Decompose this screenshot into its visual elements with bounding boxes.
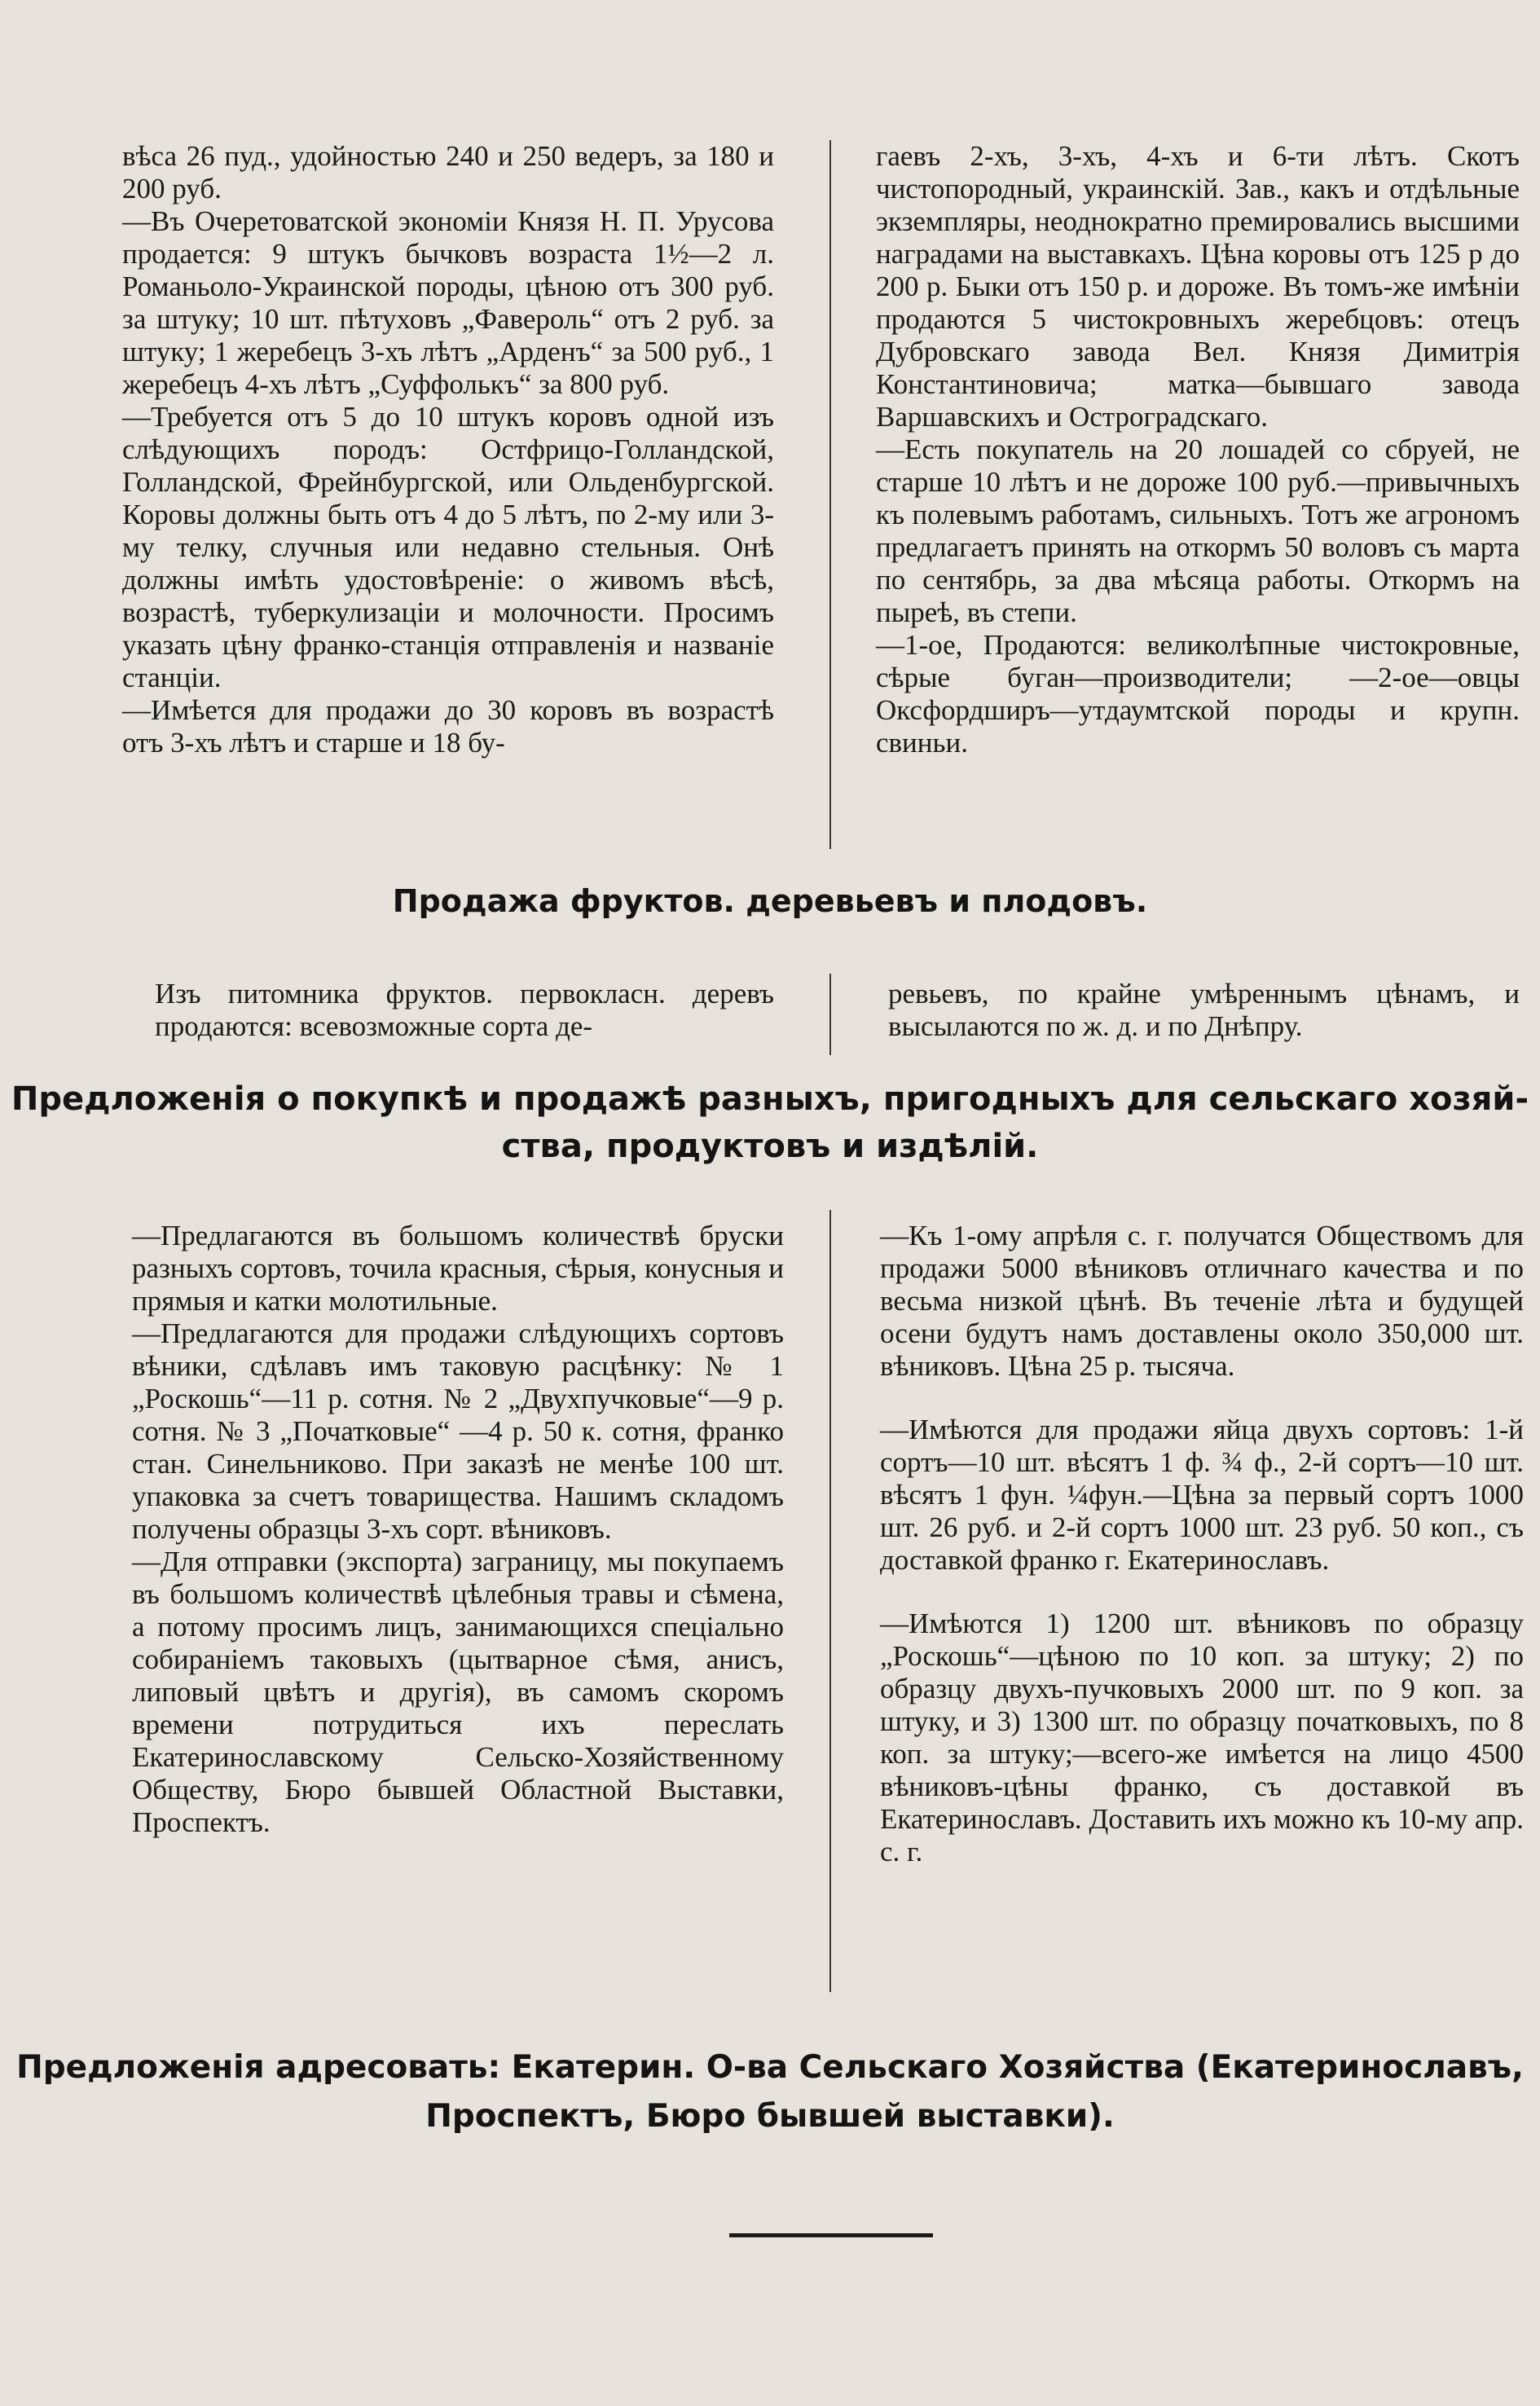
paragraph: Изъ питомника фруктов. первокласн. деревъ продаются: всевозможные сорта де- — [155, 978, 774, 1042]
paragraph: —Имѣются для продажи яйца двухъ сортовъ: 1-й сортъ—10 шт. вѣсятъ 1 ф. ¾ ф., 2-й сортъ—10 шт. вѣсятъ 1 фун. ¼фун.—Цѣна за первый сортъ 1000 шт. 26 руб. и 2-й сортъ 1000 шт. 23 руб. 50 коп., съ доставкой франко г. Екатеринославъ. — [880, 1414, 1524, 1576]
column-divider — [829, 140, 831, 849]
paragraph: —Къ 1-ому апрѣля с. г. получатся Обществомъ для продажи 5000 вѣниковъ отличнаго качества и по весьма низкой цѣнѣ. Въ теченіе лѣта и будущей осени будутъ намъ доставлены около 350,000 шт. вѣниковъ. Цѣна 25 р. тысяча. — [880, 1220, 1524, 1382]
section1-left-column — [122, 140, 774, 759]
heading-line: Продажа фруктов. деревьевъ и плодовъ. — [392, 883, 1148, 919]
paragraph: —Для отправки (экспорта) заграницу, мы покупаемъ въ большомъ количествѣ цѣлебныя травы и сѣмена, а потому просимъ лицъ, занимающихся спеціально собираніемъ таковыхъ (цытварное сѣмя, анисъ, липовый цвѣтъ и другія), въ самомъ скоромъ времени потрудиться ихъ переслать Екатеринославскому Сельско-Хозяйственному Обществу, Бюро бывшей Областной Выставки, Проспектъ. — [132, 1546, 784, 1838]
section1-right-column — [876, 140, 1520, 759]
paragraph: гаевъ 2-хъ, 3-хъ, 4-хъ и 6-ти лѣтъ. Скотъ чистопородный, украинскій. Зав., какъ и отдѣльные экземпляры, неоднократно премировались высшими наградами на выставкахъ. Цѣна коровы отъ 125 р до 200 р. Быки отъ 150 р. и дороже. Въ томъ-же имѣніи продаются 5 чистокровныхъ жеребцовъ: отецъ Дубровскаго завода Вел. Князя Димитрія Константиновича; матка—бывшаго завода Варшавскихъ и Остроградскаго. — [876, 140, 1520, 433]
paragraph: —1-ое, Продаются: великолѣпные чистокровные, сѣрые буган—производители; —2-ое—овцы Оксфордширъ—утдаумтской породы и крупн. свиньи. — [876, 629, 1520, 759]
paragraph: ревьевъ, по крайне умѣреннымъ цѣнамъ, и высылаются по ж. д. и по Днѣпру. — [888, 978, 1520, 1042]
section3-right-column — [880, 1220, 1524, 1868]
paragraph: —Имѣются 1) 1200 шт. вѣниковъ по образцу „Роскошь“—цѣною по 10 коп. за штуку; 2) по образцу двухъ-пучковыхъ 2000 шт. по 9 коп. за штуку, и 3) 1300 шт. по образцу початковыхъ, по 8 коп. за штуку;—всего-же имѣется на лицо 4500 вѣниковъ-цѣны франко, съ доставкой въ Екатеринославъ. Доставить ихъ можно къ 10-му апр. с. г. — [880, 1608, 1524, 1867]
section2-left-column — [155, 978, 774, 1043]
paragraph: —Предлагаются для продажи слѣдующихъ сортовъ вѣники, сдѣлавъ имъ таковую расцѣнку: № 1 „Роскошь“—11 р. сотня. № 2 „Двухпучковые“—9 р. сотня. № 3 „Початковые“ —4 р. 50 к. сотня, франко стан. Синельниково. При заказѣ не менѣе 100 шт. упаковка за счетъ товарищества. Нашимъ складомъ получены образцы 3-хъ сорт. вѣниковъ. — [132, 1317, 784, 1545]
paragraph: —Имѣется для продажи до 30 коровъ въ возрастѣ отъ 3-хъ лѣтъ и старше и 18 бу- — [122, 694, 774, 759]
paragraph: —Въ Очеретоватской экономіи Князя Н. П. Урусова продается: 9 штукъ бычковъ возраста 1½—2 л. Романьоло-Украинской породы, цѣною отъ 300 руб. за штуку; 10 шт. пѣтуховъ „Фавероль“ отъ 2 руб. за штуку; 1 жеребецъ 3-хъ лѣтъ „Арденъ“ за 500 руб., 1 жеребецъ 4-хъ лѣтъ „Суффолькъ“ за 800 руб. — [122, 205, 774, 400]
section-heading-offers — [0, 1075, 1540, 1170]
heading-line: Предложенія адресовать: Екатерин. О-ва Сельскаго Хозяйства (Екатеринославъ, — [16, 2049, 1524, 2086]
paragraph: вѣса 26 пуд., удойностью 240 и 250 ведеръ, за 180 и 200 руб. — [122, 140, 774, 205]
footer-heading — [0, 2043, 1540, 2141]
section-heading-fruits — [0, 882, 1540, 921]
heading-line: Предложенія о покупкѣ и продажѣ разныхъ, пригодныхъ для сельскаго хозяй- — [11, 1080, 1529, 1118]
column-divider — [829, 1210, 831, 1992]
section2-right-column — [888, 978, 1520, 1043]
end-rule — [729, 2233, 933, 2237]
paragraph: —Предлагаются въ большомъ количествѣ бруски разныхъ сортовъ, точила красныя, сѣрыя, конусныя и прямыя и катки молотильные. — [132, 1220, 784, 1317]
heading-line: Проспектъ, Бюро бывшей выставки). — [425, 2098, 1115, 2135]
column-divider — [829, 974, 831, 1055]
heading-line: ства, продуктовъ и издѣлій. — [501, 1128, 1039, 1165]
paragraph: —Есть покупатель на 20 лошадей со сбруей, не старше 10 лѣтъ и не дороже 100 руб.—привычныхъ къ полевымъ работамъ, сильныхъ. Тотъ же агрономъ предлагаетъ принять на откормъ 50 воловъ съ марта по сентябрь, за два мѣсяца работы. Откормъ на пыреѣ, въ степи. — [876, 433, 1520, 628]
section3-left-column — [132, 1220, 784, 1839]
paragraph: —Требуется отъ 5 до 10 штукъ коровъ одной изъ слѣдующихъ породъ: Остфрицо-Голландской, Голландской, Фрейнбургской, или Ольденбургской. Коровы должны быть отъ 4 до 5 лѣтъ, по 2-му или 3-му телку, случныя или недавно стельныя. Онѣ должны имѣть удостовѣреніе: о живомъ вѣсѣ, возрастѣ, туберкулизаціи и молочности. Просимъ указать цѣну франко-станція отправленія и названіе станціи. — [122, 401, 774, 693]
